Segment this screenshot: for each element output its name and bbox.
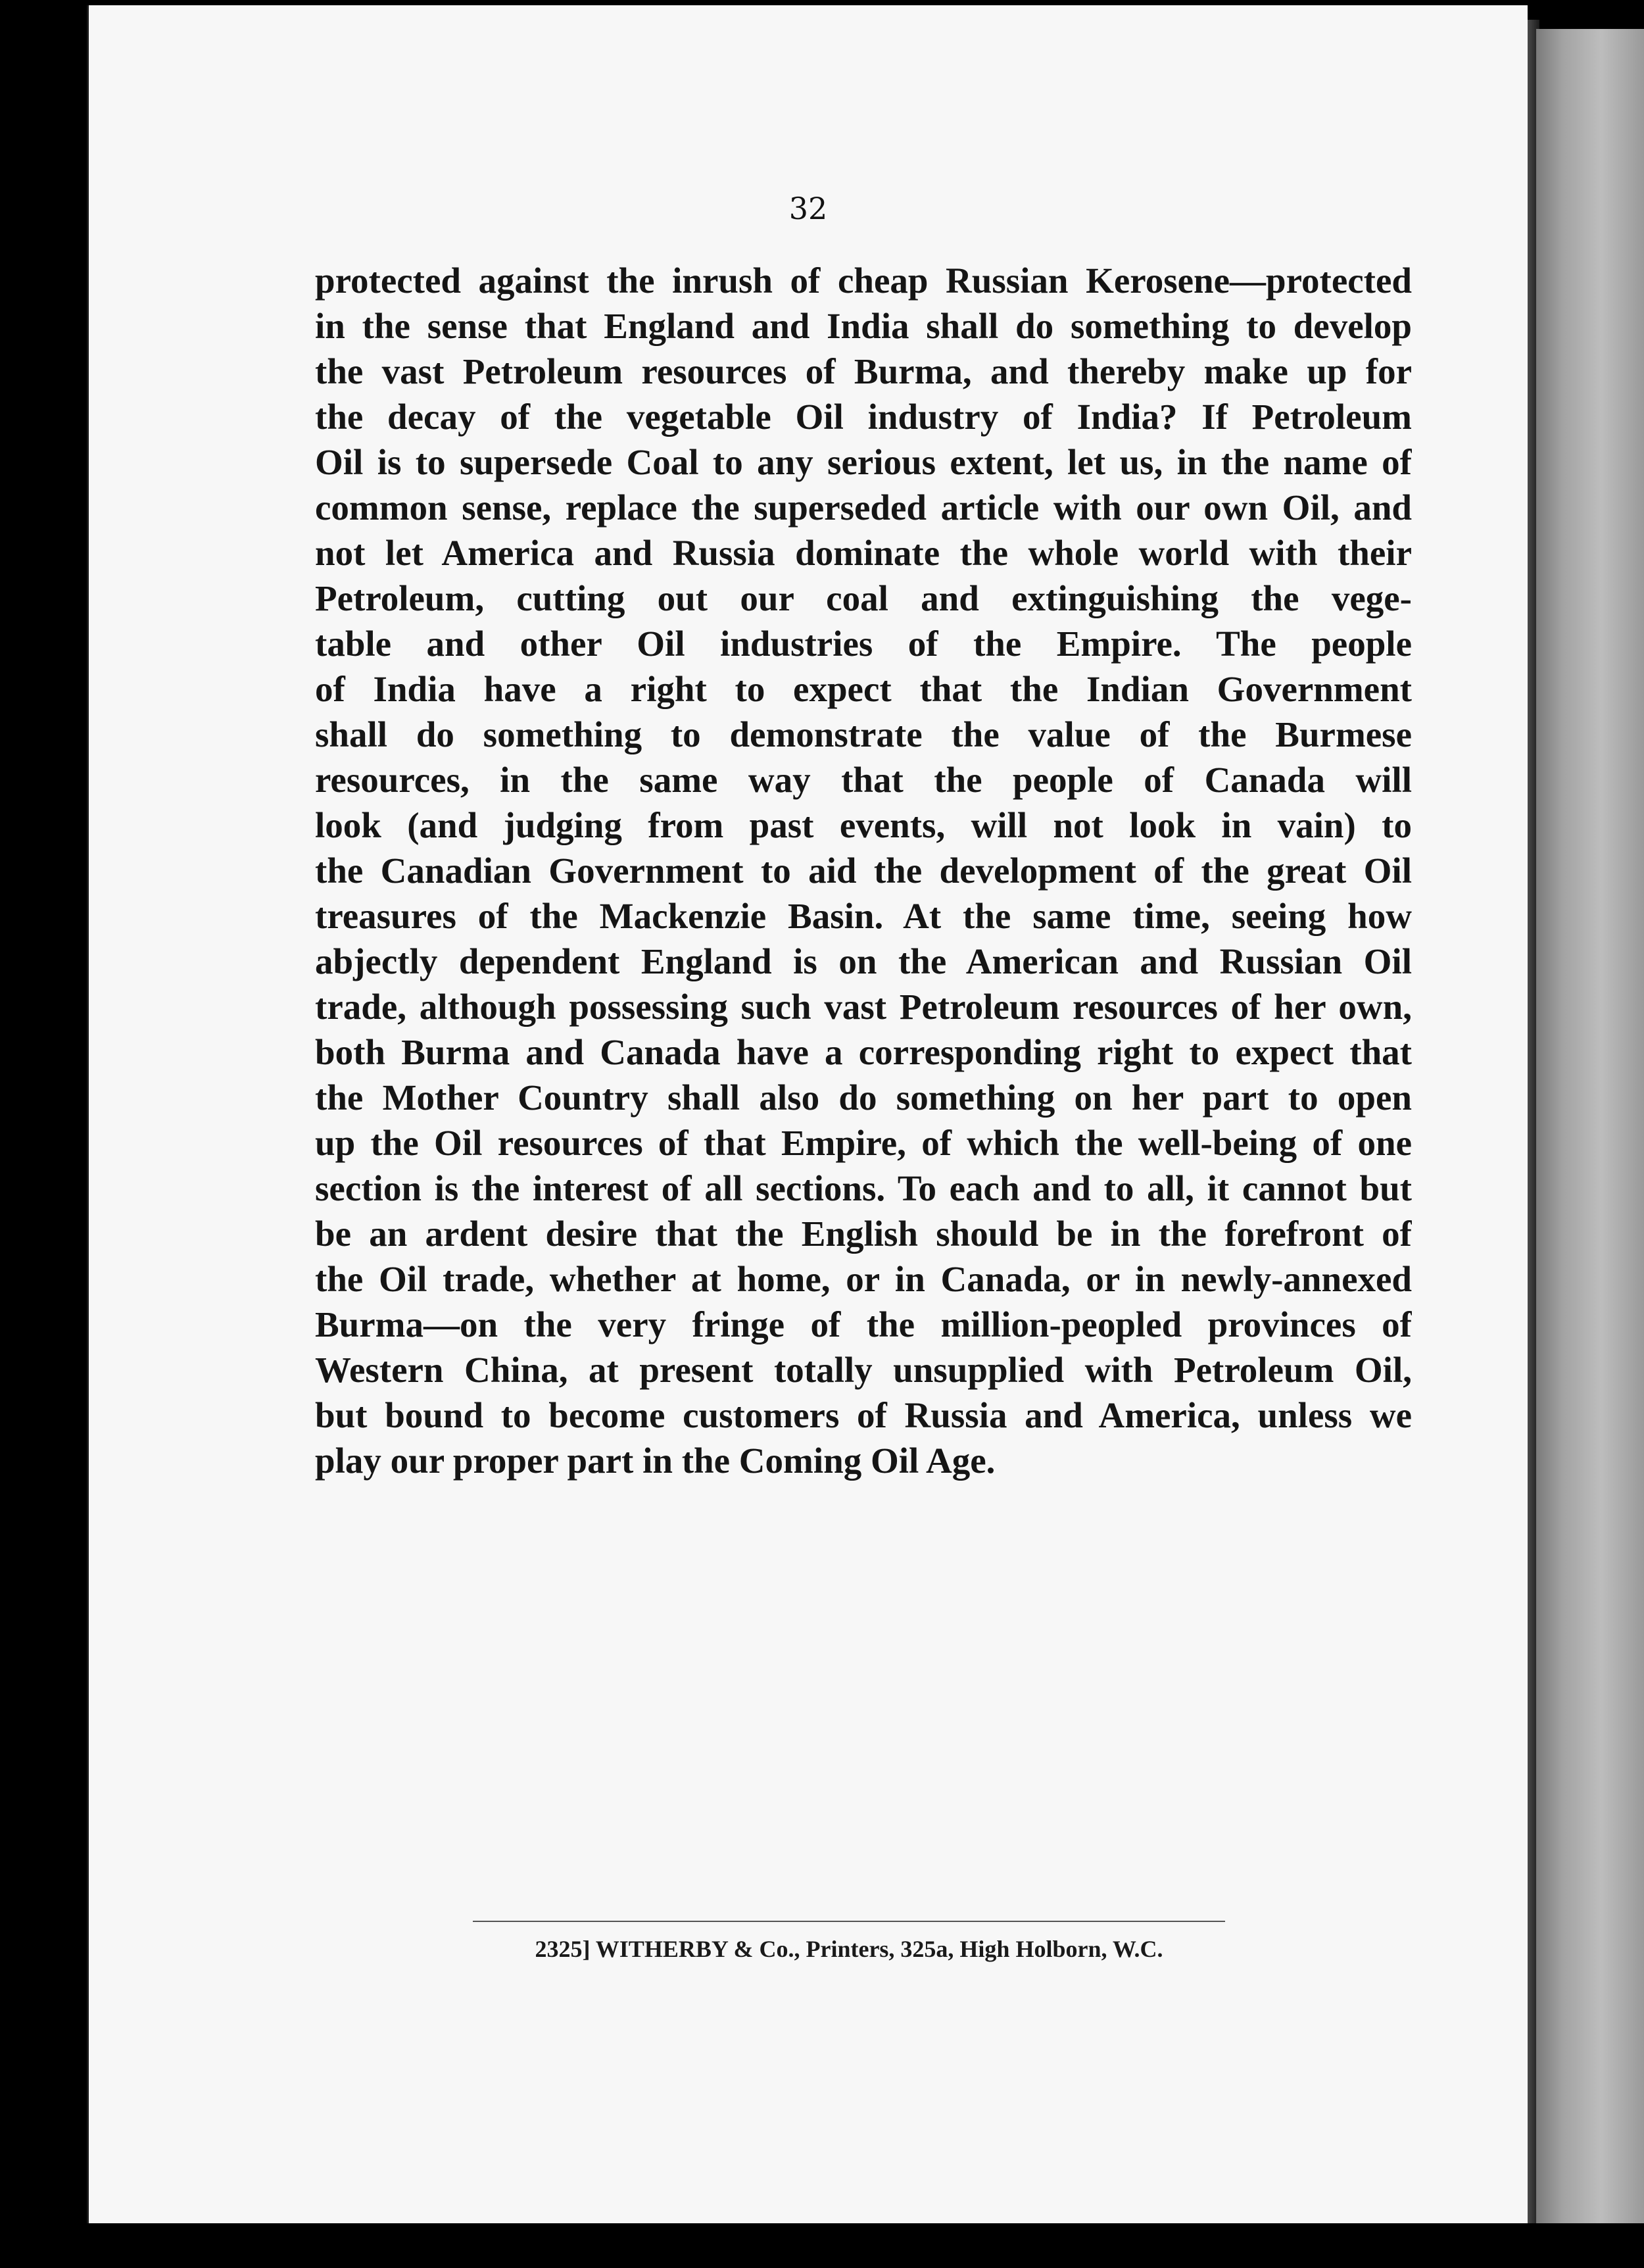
text-line: shall do something to demonstrate the value of the Burmese xyxy=(315,714,1412,754)
text-line: treasures of the Mackenzie Basin. At the same time, seeing how xyxy=(315,896,1412,936)
text-line: protected against the inrush of cheap Russian Kerosene—protected xyxy=(315,260,1412,301)
text-line: Petroleum, cutting out our coal and extinguishing the vege- xyxy=(315,578,1412,618)
text-line: trade, although possessing such vast Petroleum resources of her own, xyxy=(315,987,1412,1027)
text-line: the vast Petroleum resources of Burma, and thereby make up for xyxy=(315,351,1412,391)
text-line: be an ardent desire that the English should be in the forefront of xyxy=(315,1214,1412,1254)
text-line: up the Oil resources of that Empire, of which the well-being of one xyxy=(315,1123,1412,1163)
text-line: both Burma and Canada have a corresponding right to expect that xyxy=(315,1032,1412,1072)
text-line: the decay of the vegetable Oil industry of India? If Petroleum xyxy=(315,397,1412,437)
printer-imprint: 2325] WITHERBY & Co., Printers, 325a, High Holborn, W.C. xyxy=(535,1936,1163,1962)
text-line: play our proper part in the Coming Oil Age. xyxy=(315,1441,996,1481)
text-line: section is the interest of all sections. To each and to all, it cannot but xyxy=(315,1168,1412,1208)
text-line: not let America and Russia dominate the whole world with their xyxy=(315,533,1412,573)
page-number: 32 xyxy=(788,191,828,226)
text-line: Burma—on the very fringe of the million-peopled provinces of xyxy=(315,1304,1412,1344)
imprint-rule xyxy=(473,1921,1225,1922)
text-line: Oil is to supersede Coal to any serious extent, let us, in the name of xyxy=(315,442,1412,482)
book-page xyxy=(87,5,1528,2223)
text-line: the Mother Country shall also do something on her part to open xyxy=(315,1077,1412,1118)
adjacent-page xyxy=(1536,29,1644,2223)
text-line: common sense, replace the superseded article with our own Oil, and xyxy=(315,487,1412,528)
body-paragraph xyxy=(315,258,1412,1483)
text-line: Western China, at present totally unsupplied with Petroleum Oil, xyxy=(315,1350,1412,1390)
text-line: abjectly dependent England is on the American and Russian Oil xyxy=(315,941,1412,981)
text-line: the Oil trade, whether at home, or in Canada, or in newly-annexed xyxy=(315,1259,1412,1299)
text-line: the Canadian Government to aid the development of the great Oil xyxy=(315,851,1412,891)
text-line: of India have a right to expect that the Indian Government xyxy=(315,669,1412,709)
text-line: but bound to become customers of Russia and America, unless we xyxy=(315,1395,1412,1435)
text-line: resources, in the same way that the people of Canada will xyxy=(315,760,1412,800)
text-line: table and other Oil industries of the Empire. The people xyxy=(315,624,1412,664)
text-line: look (and judging from past events, will not look in vain) to xyxy=(315,805,1412,845)
text-line: in the sense that England and India shall do something to develop xyxy=(315,306,1412,346)
